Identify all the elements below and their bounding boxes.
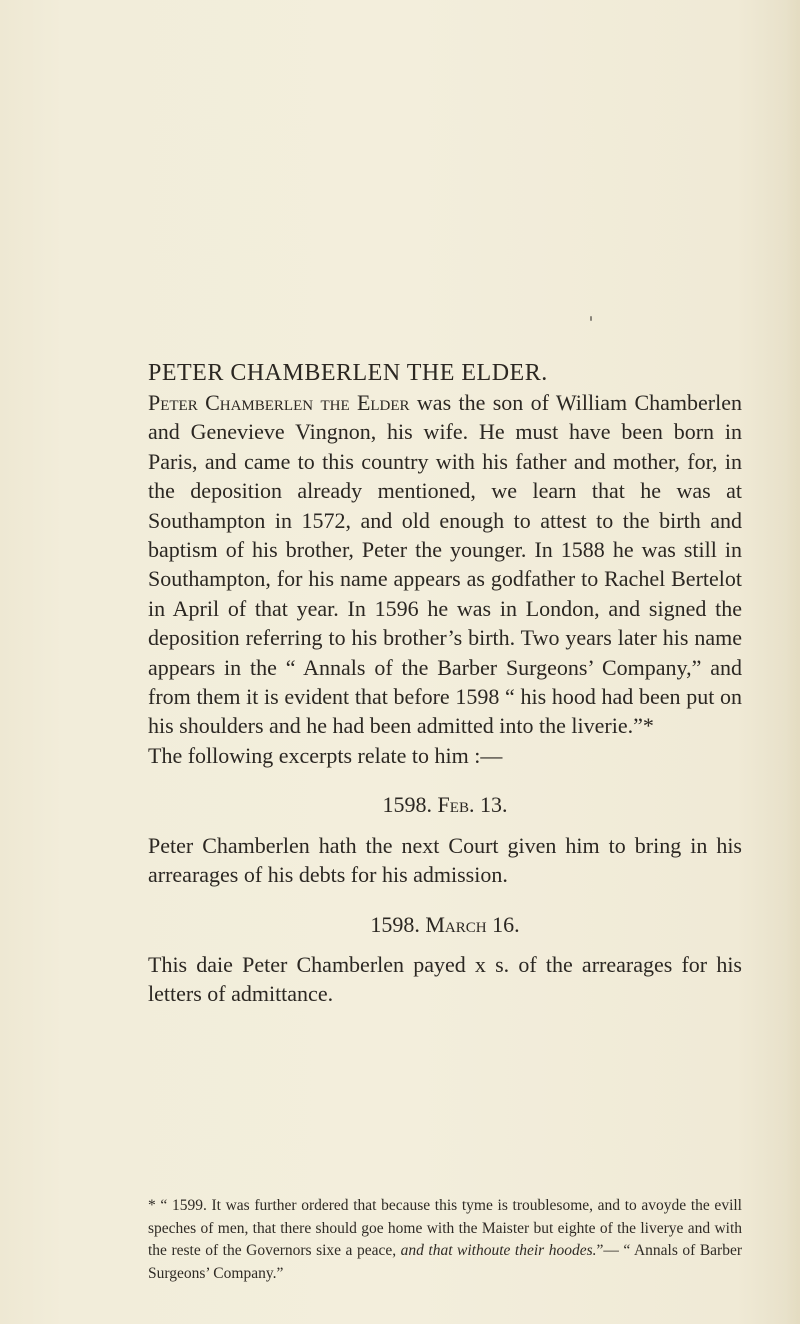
intro-paragraph [148, 388, 742, 741]
entry-2-day: March 16. [425, 911, 520, 937]
footnote-text: It was further ordered that because this tyme is troublesome, and to avoyde the evill speches of men, that there should goe home with the Maister but eighte of the liverye and with the reste of the Governors sixe a peace, [148, 1197, 742, 1259]
footnote-marker: * “ 1599. [148, 1197, 207, 1214]
entry-1-date [148, 790, 742, 819]
page-edge-shadow [786, 0, 800, 1324]
paper-speck [590, 316, 592, 321]
entry-1-day: Feb. 13. [437, 792, 508, 818]
entry-1-year: 1598. [382, 792, 433, 818]
entry-1-text: Peter Chamberlen hath the next Court given him to bring in his arrearages of his debts for his admission. [148, 832, 742, 888]
footnote-source: ”— “ Annals of Barber Surgeons’ Company.” [148, 1242, 742, 1282]
footnote-paragraph [148, 1195, 742, 1285]
footnote-italic: and that withoute their hoodes. [400, 1242, 597, 1259]
following-line: The following excerpts relate to him :— [148, 742, 503, 768]
entry-2-text: This daie Peter Chamberlen payed x s. of the arrearages for his letters of admittance. [148, 951, 742, 1007]
footnote [148, 1195, 742, 1285]
intro-text: was the son of William Chamberlen and Genevieve Vingnon, his wife. He must have been born in Paris, and came to this country with his father and mother, for, in the deposition already mentioned, we learn that he was at Southampton in 1572, and old enough to attest to the birth and baptism of his brother, Peter the younger. In 1588 he was still in Southampton, for his name appears as godfather to Rachel Bertelot in April of that year. In 1596 he was in London, and signed the deposition referring to his brother’s birth. Two years later his name appears in the “ Annals of the Barber Surgeons’ Company,” and from them it is evident that before 1598 “ his hood had been put on his shoulders and he had been admitted into the liverie.”* [148, 390, 742, 739]
chapter-heading: PETER CHAMBERLEN THE ELDER. [148, 360, 548, 386]
entry-2-date [148, 910, 742, 939]
intro-lead-smallcaps: Peter Chamberlen the Elder [148, 390, 410, 415]
body-text [148, 388, 742, 1009]
entry-2-year: 1598. [370, 911, 420, 937]
